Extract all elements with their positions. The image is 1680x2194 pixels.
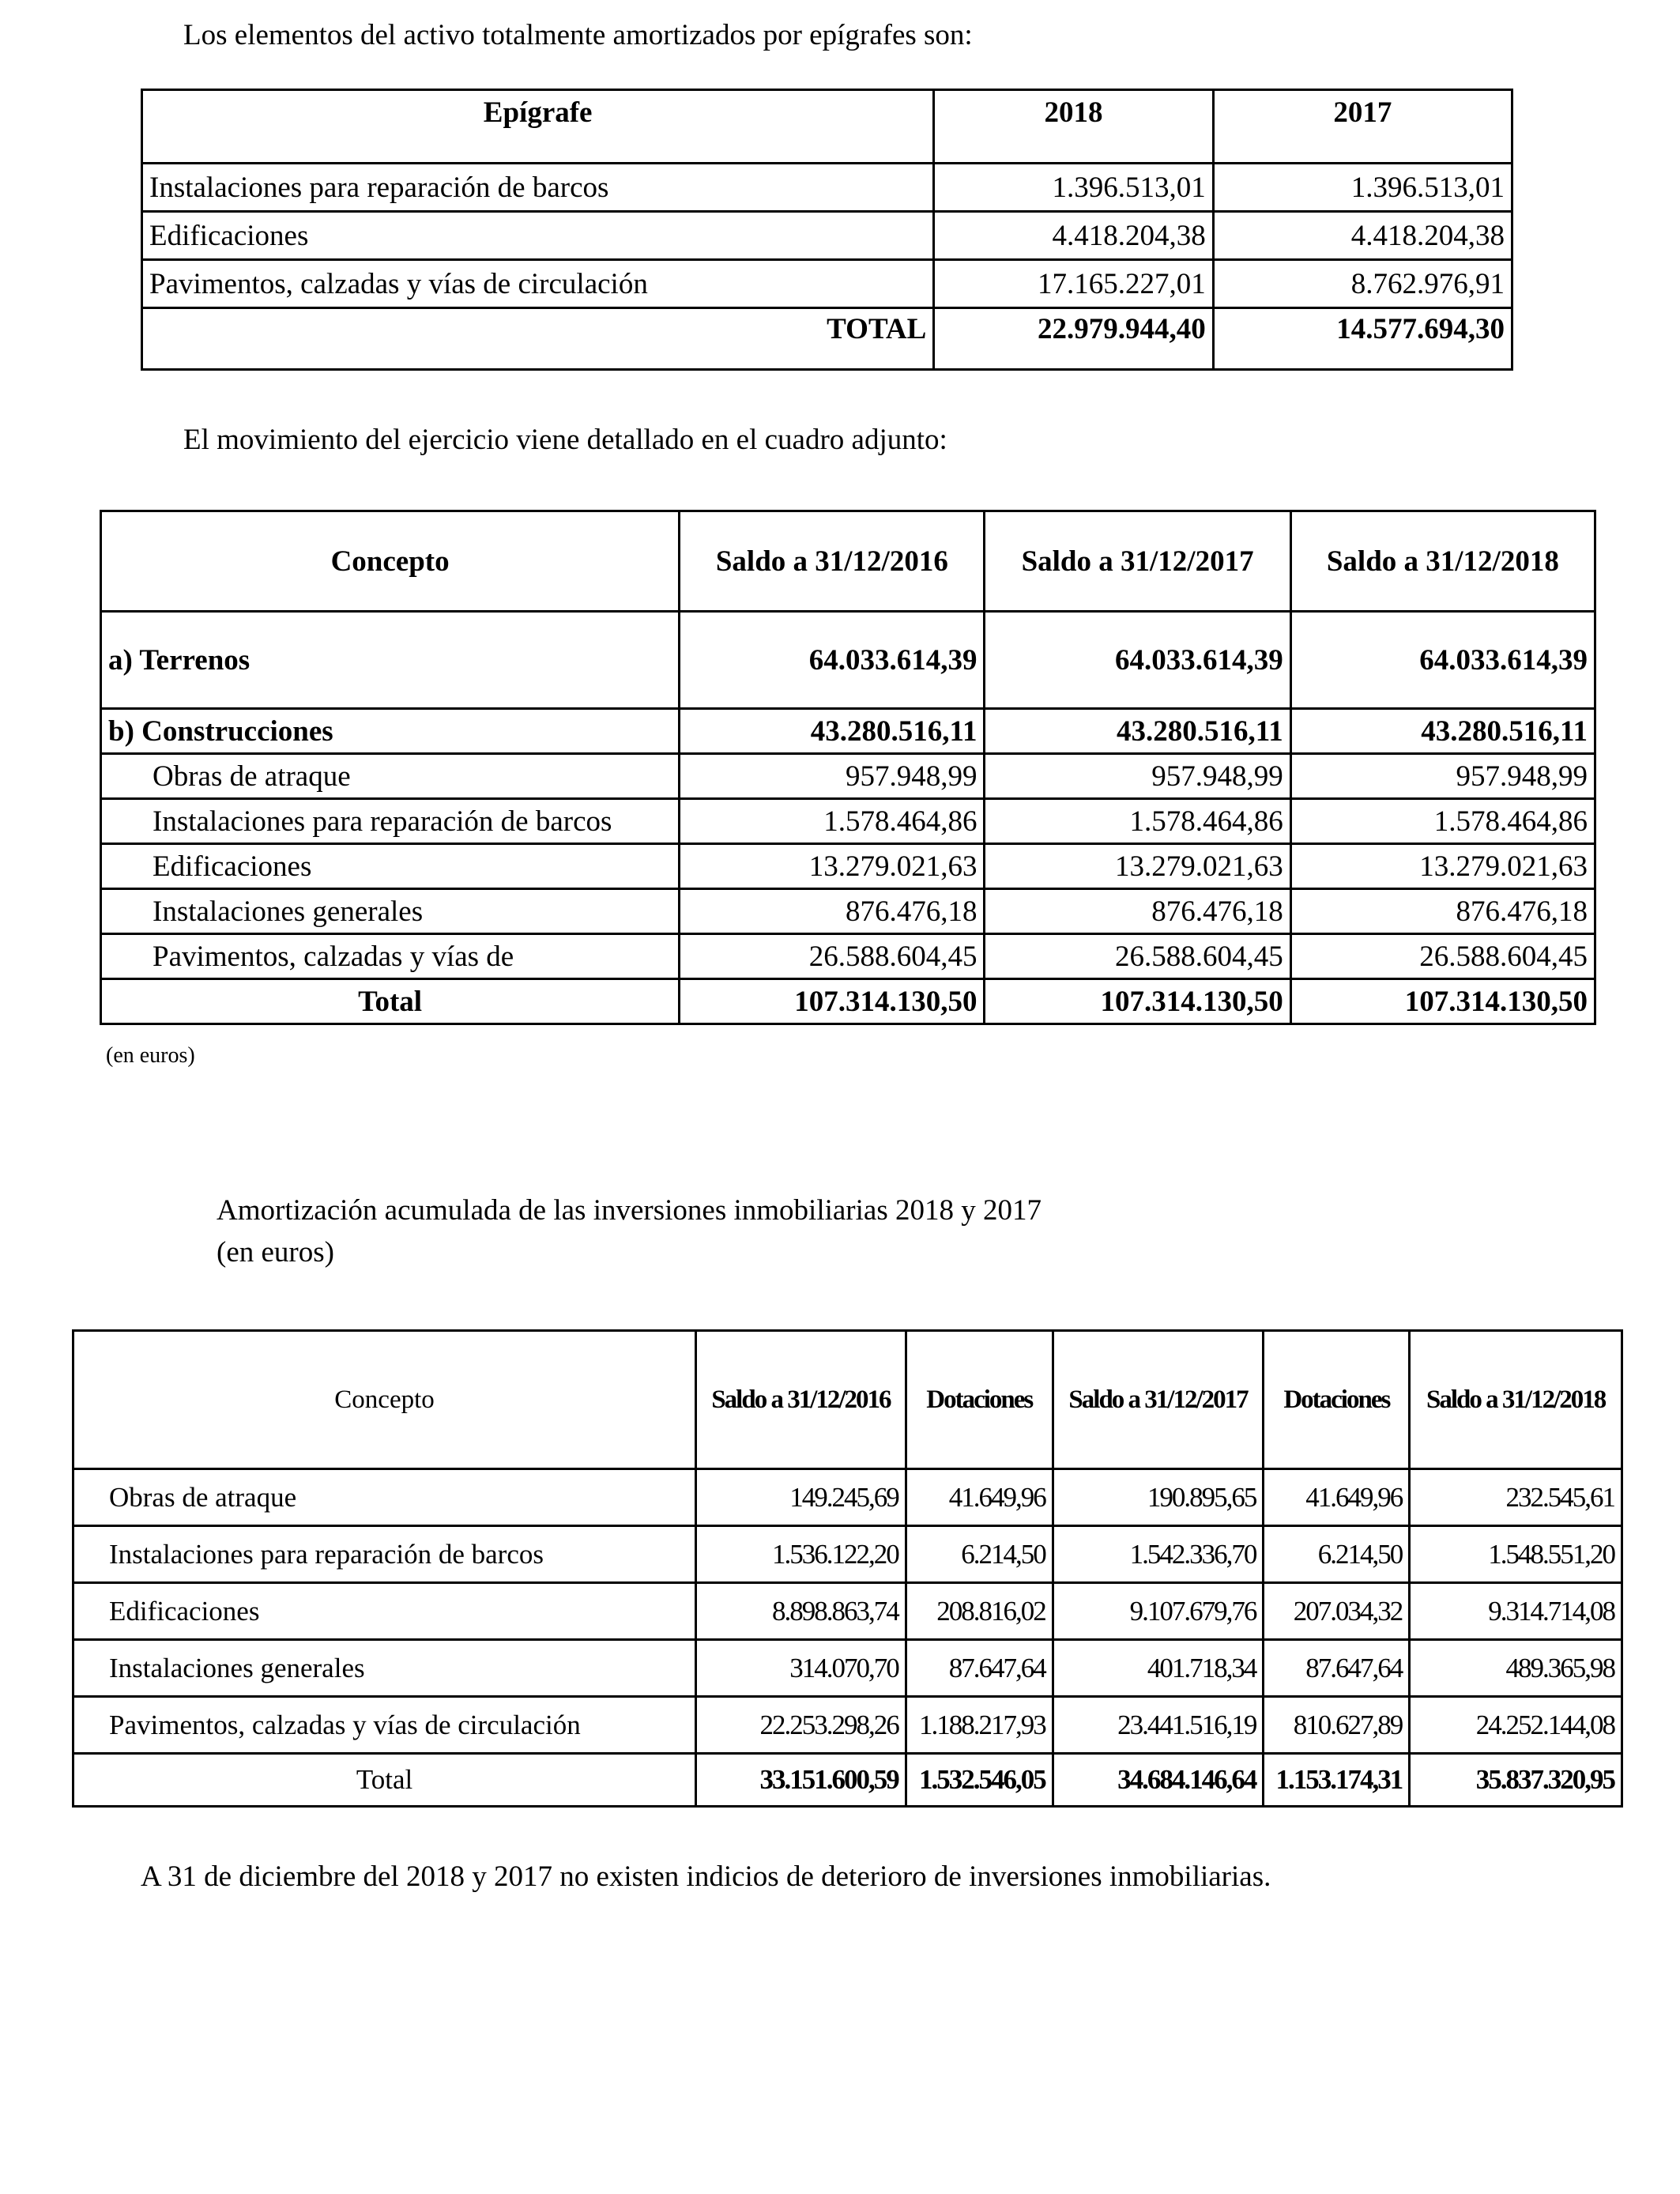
intro-text-2: El movimiento del ejercicio viene detallado en el cuadro adjunto: (183, 424, 947, 456)
table3-heading-line1: Amortización acumulada de las inversiones inmobiliarias 2018 y 2017 (217, 1194, 1042, 1227)
row-label: b) Construcciones (101, 709, 680, 754)
table-row (73, 1697, 1622, 1754)
cell-value: 876.476,18 (1290, 889, 1595, 934)
total-label: Total (101, 979, 680, 1024)
column-header: Saldo a 31/12/2017 (985, 511, 1290, 612)
row-label: Instalaciones para reparación de barcos (73, 1526, 696, 1583)
intro-text-1: Los elementos del activo totalmente amortizados por epígrafes son: (183, 19, 973, 51)
cell-value: 1.396.513,01 (934, 164, 1213, 212)
cell-value: 232.545,61 (1410, 1469, 1622, 1526)
total-value: 107.314.130,50 (1290, 979, 1595, 1024)
cell-value: 489.365,98 (1410, 1640, 1622, 1697)
total-value: 35.837.320,95 (1410, 1754, 1622, 1807)
cell-value: 957.948,99 (680, 754, 985, 799)
cell-value: 64.033.614,39 (985, 612, 1290, 709)
total-value: 14.577.694,30 (1213, 308, 1512, 370)
cell-value: 1.542.336,70 (1053, 1526, 1264, 1583)
column-header: Concepto (101, 511, 680, 612)
investment-movement-table (100, 510, 1596, 1025)
construcciones-row (101, 709, 1595, 754)
cell-value: 26.588.604,45 (985, 934, 1290, 979)
fully-amortized-assets-table (141, 89, 1513, 371)
cell-value: 1.536.122,20 (696, 1526, 906, 1583)
row-label: Obras de atraque (101, 754, 680, 799)
table-row (101, 799, 1595, 844)
table-row (142, 212, 1512, 260)
cell-value: 64.033.614,39 (1290, 612, 1595, 709)
cell-value: 22.253.298,26 (696, 1697, 906, 1754)
cell-value: 43.280.516,11 (680, 709, 985, 754)
table3-heading-line2: (en euros) (217, 1236, 334, 1269)
cell-value: 43.280.516,11 (985, 709, 1290, 754)
cell-value: 149.245,69 (696, 1469, 906, 1526)
cell-value: 4.418.204,38 (934, 212, 1213, 260)
cell-value: 26.588.604,45 (680, 934, 985, 979)
cell-value: 8.898.863,74 (696, 1583, 906, 1640)
table-row (73, 1640, 1622, 1697)
cell-value: 13.279.021,63 (680, 844, 985, 889)
row-label: Edificaciones (101, 844, 680, 889)
row-label: Edificaciones (142, 212, 934, 260)
total-value: 107.314.130,50 (985, 979, 1290, 1024)
column-header: 2017 (1213, 90, 1512, 164)
cell-value: 13.279.021,63 (985, 844, 1290, 889)
column-header: 2018 (934, 90, 1213, 164)
cell-value: 810.627,89 (1264, 1697, 1410, 1754)
cell-value: 41.649,96 (906, 1469, 1053, 1526)
total-value: 22.979.944,40 (934, 308, 1213, 370)
cell-value: 13.279.021,63 (1290, 844, 1595, 889)
cell-value: 87.647,64 (1264, 1640, 1410, 1697)
cell-value: 1.578.464,86 (680, 799, 985, 844)
cell-value: 876.476,18 (985, 889, 1290, 934)
row-label: Instalaciones generales (101, 889, 680, 934)
column-header: Saldo a 31/12/2017 (1053, 1331, 1264, 1469)
total-value: 1.153.174,31 (1264, 1754, 1410, 1807)
row-label: Pavimentos, calzadas y vías de (101, 934, 680, 979)
cell-value: 1.396.513,01 (1213, 164, 1512, 212)
table-row (142, 164, 1512, 212)
closing-text: A 31 de diciembre del 2018 y 2017 no existen indicios de deterioro de inversiones inmobiliarias. (141, 1860, 1271, 1893)
cell-value: 1.578.464,86 (985, 799, 1290, 844)
total-row (142, 308, 1512, 370)
cell-value: 1.548.551,20 (1410, 1526, 1622, 1583)
table-row (73, 1583, 1622, 1640)
cell-value: 207.034,32 (1264, 1583, 1410, 1640)
cell-value: 9.107.679,76 (1053, 1583, 1264, 1640)
cell-value: 87.647,64 (906, 1640, 1053, 1697)
column-header: Epígrafe (142, 90, 934, 164)
table-row (73, 1526, 1622, 1583)
row-label: Pavimentos, calzadas y vías de circulación (73, 1697, 696, 1754)
table-row (101, 889, 1595, 934)
table-row (101, 754, 1595, 799)
table-row (101, 844, 1595, 889)
row-label: Pavimentos, calzadas y vías de circulación (142, 260, 934, 308)
total-row (73, 1754, 1622, 1807)
row-label: a) Terrenos (101, 612, 680, 709)
cell-value: 1.188.217,93 (906, 1697, 1053, 1754)
total-value: 34.684.146,64 (1053, 1754, 1264, 1807)
table-header-row (101, 511, 1595, 612)
cell-value: 4.418.204,38 (1213, 212, 1512, 260)
table-row (142, 260, 1512, 308)
cell-value: 41.649,96 (1264, 1469, 1410, 1526)
cell-value: 6.214,50 (1264, 1526, 1410, 1583)
total-value: 1.532.546,05 (906, 1754, 1053, 1807)
cell-value: 17.165.227,01 (934, 260, 1213, 308)
column-header: Dotaciones (1264, 1331, 1410, 1469)
column-header: Saldo a 31/12/2016 (696, 1331, 906, 1469)
cell-value: 9.314.714,08 (1410, 1583, 1622, 1640)
cell-value: 6.214,50 (906, 1526, 1053, 1583)
cell-value: 64.033.614,39 (680, 612, 985, 709)
cell-value: 8.762.976,91 (1213, 260, 1512, 308)
cell-value: 24.252.144,08 (1410, 1697, 1622, 1754)
cell-value: 876.476,18 (680, 889, 985, 934)
row-label: Obras de atraque (73, 1469, 696, 1526)
cell-value: 957.948,99 (1290, 754, 1595, 799)
column-header: Saldo a 31/12/2018 (1410, 1331, 1622, 1469)
total-label: Total (73, 1754, 696, 1807)
column-header: Saldo a 31/12/2016 (680, 511, 985, 612)
cell-value: 401.718,34 (1053, 1640, 1264, 1697)
total-value: 107.314.130,50 (680, 979, 985, 1024)
table2-unit-note: (en euros) (106, 1043, 195, 1068)
cell-value: 26.588.604,45 (1290, 934, 1595, 979)
cell-value: 314.070,70 (696, 1640, 906, 1697)
total-label: TOTAL (142, 308, 934, 370)
table-row (101, 934, 1595, 979)
cell-value: 208.816,02 (906, 1583, 1053, 1640)
terrenos-row (101, 612, 1595, 709)
cell-value: 190.895,65 (1053, 1469, 1264, 1526)
cell-value: 23.441.516,19 (1053, 1697, 1264, 1754)
row-label: Instalaciones para reparación de barcos (142, 164, 934, 212)
cell-value: 957.948,99 (985, 754, 1290, 799)
column-header: Concepto (73, 1331, 696, 1469)
row-label: Edificaciones (73, 1583, 696, 1640)
cell-value: 1.578.464,86 (1290, 799, 1595, 844)
table-header-row (142, 90, 1512, 164)
total-value: 33.151.600,59 (696, 1754, 906, 1807)
column-header: Saldo a 31/12/2018 (1290, 511, 1595, 612)
cell-value: 43.280.516,11 (1290, 709, 1595, 754)
row-label: Instalaciones generales (73, 1640, 696, 1697)
total-row (101, 979, 1595, 1024)
accumulated-amortization-table (72, 1329, 1623, 1808)
column-header: Dotaciones (906, 1331, 1053, 1469)
row-label: Instalaciones para reparación de barcos (101, 799, 680, 844)
table-row (73, 1469, 1622, 1526)
table-header-row (73, 1331, 1622, 1469)
